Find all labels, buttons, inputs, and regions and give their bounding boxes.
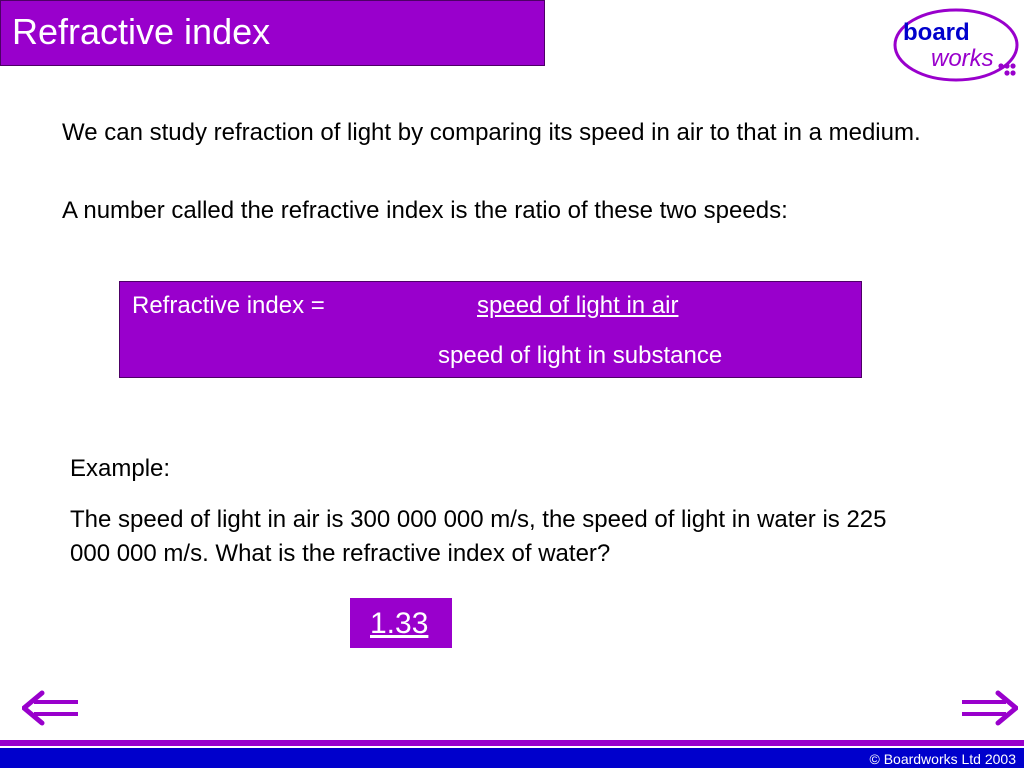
- boardworks-logo: [893, 8, 1021, 82]
- title-bar: [0, 0, 545, 66]
- boardworks-logo-graphic: [893, 8, 1021, 82]
- right-arrow-icon: [960, 690, 1018, 726]
- left-arrow-icon: [22, 690, 80, 726]
- formula-lhs: Refractive index =: [132, 292, 325, 319]
- example-question: The speed of light in air is 300 000 000 m/s, the speed of light in water is 225 000 000 m/s. What is the refractive index of water?: [70, 506, 887, 567]
- footer-divider: [0, 740, 1024, 746]
- logo-text-board: board: [903, 19, 970, 46]
- formula-numerator: speed of light in air: [477, 292, 679, 319]
- logo-text-works: works: [931, 45, 994, 72]
- answer-button[interactable]: [350, 598, 452, 648]
- previous-slide-button[interactable]: [22, 690, 80, 726]
- copyright-text: © Boardworks Ltd 2003: [869, 751, 1016, 767]
- slide-title: Refractive index: [12, 11, 271, 52]
- intro-paragraph-1: We can study refraction of light by comparing its speed in air to that in a medium.: [62, 119, 921, 146]
- intro-paragraph-2: A number called the refractive index is the ratio of these two speeds:: [62, 197, 788, 224]
- formula-denominator: speed of light in substance: [438, 342, 723, 369]
- refractive-index-formula: [119, 281, 862, 378]
- example-label: Example:: [70, 455, 171, 482]
- next-slide-button[interactable]: [960, 690, 1018, 726]
- footer-bar: [0, 748, 1024, 768]
- answer-value: 1.33: [370, 607, 429, 640]
